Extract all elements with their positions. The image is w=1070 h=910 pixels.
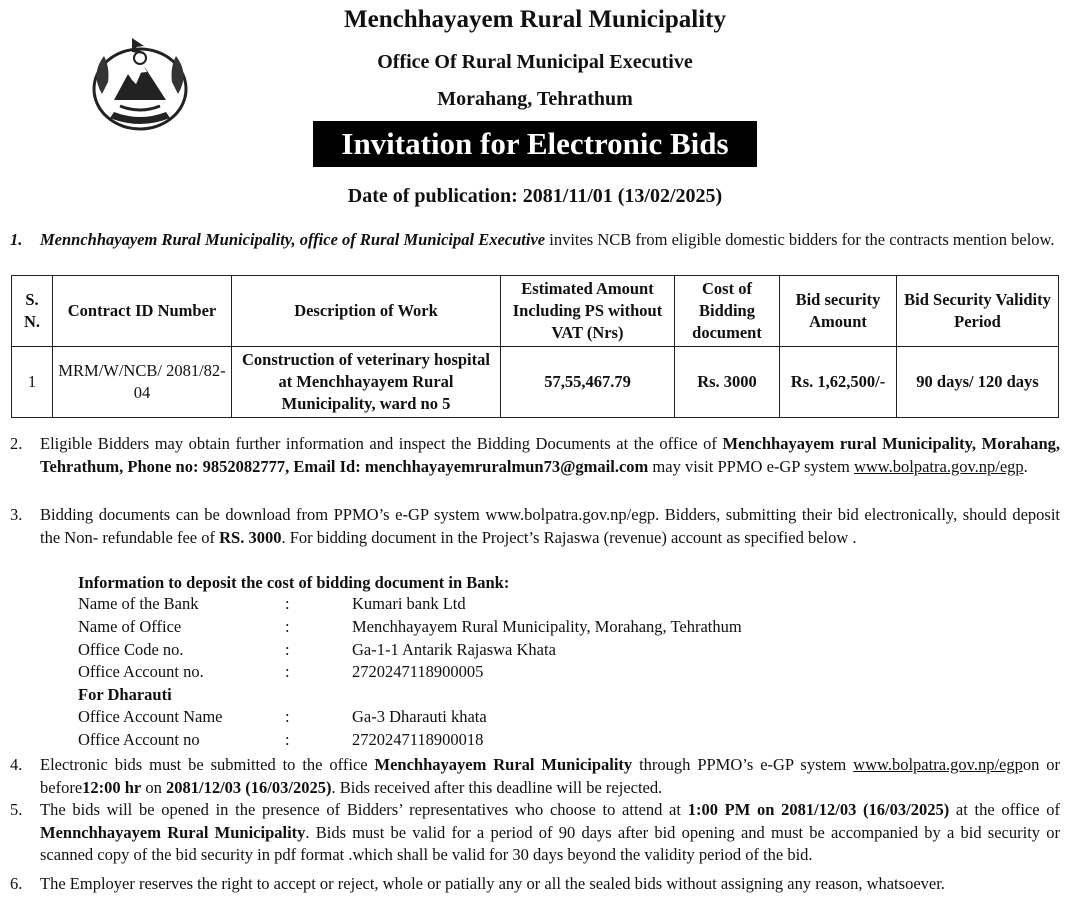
bank-row-value: 2720247118900005 [352, 662, 484, 681]
section-number: 2. [10, 434, 23, 453]
bank-row-label: Name of Office [78, 617, 182, 636]
col-header-cost: Cost of Bidding document [675, 276, 780, 347]
section-4-time: 12:00 hr [82, 777, 142, 797]
section-1-text: invites NCB from eligible domestic bidders for the contracts mention below. [549, 230, 1055, 249]
publication-date: Date of publication: 2081/11/01 (13/02/2025) [347, 185, 723, 207]
col-header-description: Description of Work [232, 276, 501, 347]
section-4-text-c: on or before [40, 755, 1061, 797]
bank-row-colon: : [285, 730, 290, 749]
bank-row-colon: : [285, 662, 290, 681]
bank-row-value: 2720247118900018 [352, 730, 484, 749]
section-5-text-c: . Bids must be valid for a period of 90 days after bid opening and must be accompanied by a bid security or scanned copy of the bid security in pdf format .which shall be valid for 30 days beyond the validity period of the bid. [40, 822, 1060, 864]
egp-link[interactable]: www.bolpatra.gov.np/egp [853, 456, 1024, 476]
col-header-security: Bid security Amount [780, 276, 897, 347]
bank-row [78, 707, 978, 729]
section-4-text-a: Electronic bids must be submitted to the office [40, 755, 368, 774]
col-header-estimated: Estimated Amount Including PS without VAT (Nrs) [501, 276, 675, 347]
section-5-text-a: The bids will be opened in the presence of Bidders’ representatives who choose to attend at [40, 800, 681, 819]
bank-row-label: Office Code no. [78, 640, 184, 659]
section-2-text-a: Eligible Bidders may obtain further information and inspect the Bidding Documents at the office of [40, 434, 717, 453]
section-number: 4. [10, 755, 23, 774]
cell-estimated: 57,55,467.79 [501, 347, 675, 418]
office-name: Office Of Rural Municipal Executive [377, 51, 693, 73]
bank-row-colon: : [285, 617, 290, 636]
office-location: Morahang, Tehrathum [437, 88, 633, 110]
section-6-text: The Employer reserves the right to accept or reject, whole or patially any or all the sealed bids without assigning any reason, whatsoever. [40, 874, 945, 893]
table-row [12, 347, 1059, 418]
section-number: 6. [10, 874, 23, 893]
section-4-text-d: on [145, 777, 162, 797]
section-1 [10, 229, 1060, 252]
cell-security: Rs. 1,62,500/- [780, 347, 897, 418]
notice-banner: Invitation for Electronic Bids [313, 121, 757, 167]
bank-row [78, 617, 978, 639]
section-5-text-b: at the office of [955, 800, 1061, 819]
col-header-sn: S. N. [12, 276, 53, 347]
bank-row-value: Ga-3 Dharauti khata [352, 707, 487, 726]
cell-description: Construction of veterinary hospital at Menchhayayem Rural Municipality, ward no 5 [232, 347, 501, 418]
section-2-text-c: . [1023, 456, 1028, 476]
section-4 [10, 754, 1061, 799]
section-5-org: Mennchhayayem Rural Municipality [40, 822, 306, 842]
cell-cost: Rs. 3000 [675, 347, 780, 418]
bank-row-colon: : [285, 707, 290, 726]
section-3-text-b: . For bidding document in the Project’s Rajaswa (revenue) account as specified below . [281, 527, 857, 547]
bank-row-label: Name of the Bank [78, 594, 199, 613]
col-header-validity: Bid Security Validity Period [897, 276, 1059, 347]
section-5 [10, 799, 1061, 867]
section-2-text-b: may visit PPMO e-GP system [652, 456, 850, 476]
bank-row-label: Office Account no [78, 730, 200, 749]
bank-row-label: Office Account no. [78, 662, 204, 681]
section-4-date: 2081/12/03 (16/03/2025) [166, 777, 332, 797]
bank-row-colon: : [285, 594, 290, 613]
section-3-text-a: Bidding documents can be download from PPMO’s e-GP system www.bolpatra.gov.np/egp. Bidders, submitting their bid electronically, should deposit the Non- refundable fee of [40, 505, 1060, 547]
section-6 [10, 873, 1060, 896]
bank-row [78, 662, 978, 684]
org-name: Menchhayayem Rural Municipality [344, 6, 726, 33]
cell-contract-id: MRM/W/NCB/ 2081/82-04 [53, 347, 232, 418]
nepal-emblem-icon [80, 34, 200, 134]
section-number: 1. [10, 230, 23, 249]
section-2-contact: Menchhayayem rural Municipality, Morahang, Tehrathum, Phone no: 9852082777, Email Id: menchhayayemruralmun73@gmail.com [40, 434, 1060, 476]
dharauti-title: For Dharauti [78, 685, 172, 704]
section-2 [10, 433, 1060, 478]
bank-row-value: Menchhayayem Rural Municipality, Morahang, Tehrathum [352, 617, 742, 636]
contracts-table [11, 275, 1059, 418]
bank-row [78, 594, 978, 616]
table-header-row [12, 276, 1059, 347]
cell-validity: 90 days/ 120 days [897, 347, 1059, 418]
section-4-text-b: through PPMO’s e-GP system [639, 755, 847, 774]
col-header-contract-id: Contract ID Number [53, 276, 232, 347]
bank-row-colon: : [285, 640, 290, 659]
section-4-text-e: . Bids received after this deadline will be rejected. [331, 777, 663, 797]
bank-row [78, 730, 978, 752]
bank-info-title: Information to deposit the cost of bidding document in Bank: [78, 573, 510, 592]
section-1-org: Mennchhayayem Rural Municipality, office of Rural Municipal Executive [40, 230, 546, 249]
section-5-datetime: 1:00 PM on 2081/12/03 (16/03/2025) [687, 800, 950, 819]
bank-row-value: Ga-1-1 Antarik Rajaswa Khata [352, 640, 556, 659]
bank-row-label: Office Account Name [78, 707, 223, 726]
bank-row [78, 640, 978, 662]
cell-sn: 1 [12, 347, 53, 418]
section-number: 5. [10, 800, 23, 819]
section-number: 3. [10, 505, 23, 524]
section-3 [10, 504, 1060, 549]
egp-link[interactable]: www.bolpatra.gov.np/egp [853, 755, 1023, 774]
section-4-org: Menchhayayem Rural Municipality [374, 755, 633, 774]
section-3-fee: RS. 3000 [219, 527, 282, 547]
bank-row-value: Kumari bank Ltd [352, 594, 466, 613]
